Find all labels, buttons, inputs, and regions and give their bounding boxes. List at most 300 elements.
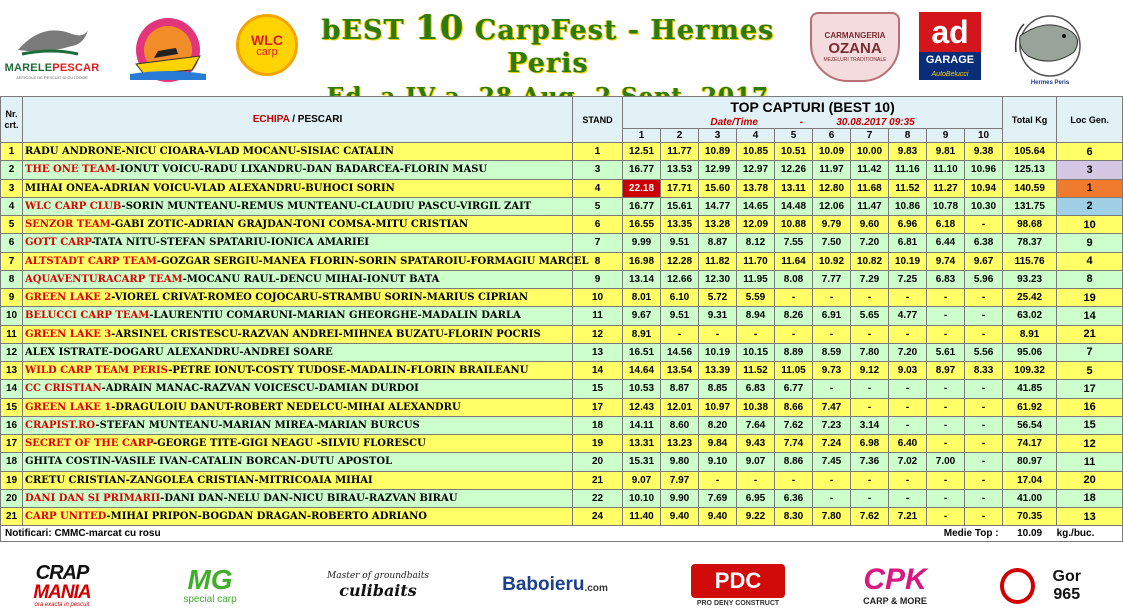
capture-value: 7.02 [889,453,927,471]
capture-value: 9.99 [623,234,661,252]
capture-value: 6.98 [851,435,889,453]
capture-value: 10.86 [889,197,927,215]
general-place: 9 [1057,234,1123,252]
team-name: ALTSTADT CARP TEAM [25,255,157,267]
capture-value: 7.23 [813,416,851,434]
capture-value: - [775,325,813,343]
general-place: 3 [1057,161,1123,179]
capture-value: 10.78 [927,197,965,215]
total-kg: 93.23 [1003,270,1057,288]
capture-value: 10.19 [699,343,737,361]
stand-cell: 17 [573,398,623,416]
capture-value: - [927,471,965,489]
capture-value: - [661,325,699,343]
capture-value: - [851,471,889,489]
capture-value: 8.94 [737,307,775,325]
capture-value: 4.77 [889,307,927,325]
team-cell [23,508,573,526]
team-cell [23,234,573,252]
capture-value: 9.31 [699,307,737,325]
capture-value: 6.83 [737,380,775,398]
table-row [1,343,1123,361]
capture-value: 6.18 [927,216,965,234]
marele-text: MARELE [4,62,53,74]
team-members: -DANI DAN-NELU DAN-NICU BIRAU-RAZVAN BIRAU [160,492,458,504]
team-members: -PETRE IONUT-COSTY TUDOSE-MADALIN-FLORIN BRAILEANU [168,365,529,377]
capture-value: 11.82 [699,252,737,270]
capture-value: 9.73 [813,362,851,380]
capture-value: 7.62 [851,508,889,526]
datetime-sep: - [799,116,803,128]
general-place: 10 [1057,216,1123,234]
bait-boat-logo [126,14,210,86]
pescari-label: / PESCARI [289,114,343,125]
cpk-logo [846,560,944,610]
capture-value: 17.71 [661,179,699,197]
table-row [1,508,1123,526]
capture-value: 8.66 [775,398,813,416]
team-members: -MOCANU RAUL-DENCU MIHAI-IONUT BATA [182,273,440,285]
general-place: 1 [1057,179,1123,197]
table-row [1,398,1123,416]
gor-logo [1000,566,1096,606]
bait-boat-icon [126,14,210,86]
stand-cell: 8 [573,252,623,270]
capture-value: 12.97 [737,161,775,179]
capture-value: 12.30 [699,270,737,288]
capture-value: 16.98 [623,252,661,270]
capture-value: - [927,416,965,434]
col-loc-header: Loc Gen. [1057,97,1123,143]
team-cell [23,489,573,507]
capture-value: 9.51 [661,234,699,252]
medie-value: 10.09 [1003,526,1057,542]
capture-value: 13.11 [775,179,813,197]
ozana-badge [810,12,900,82]
wlc-carp-logo [236,14,298,76]
total-kg: 25.42 [1003,289,1057,307]
row-number: 18 [1,453,23,471]
capture-value: 22.18 [623,179,661,197]
table-row [1,270,1123,288]
capture-value: 10.30 [965,197,1003,215]
team-members: -GEORGE TITE-GIGI NEAGU -SILVIU FLORESCU [152,438,426,450]
sponsors-bar [0,558,1100,612]
mg-text: MG [187,563,233,595]
table-row [1,471,1123,489]
autobelucci-text: AutoBelucci [919,68,981,80]
general-place: 16 [1057,398,1123,416]
capture-value: - [889,380,927,398]
row-number: 13 [1,362,23,380]
capture-value: 13.78 [737,179,775,197]
capture-value: - [851,398,889,416]
capture-value: - [813,325,851,343]
team-members: -IONUT VOICU-RADU LIXANDRU-DAN BADARCEA-FLORIN MASU [115,164,488,176]
capture-value: 7.55 [775,234,813,252]
team-name: WILD CARP TEAM PERIS [25,365,169,377]
capture-value: 6.96 [889,216,927,234]
capture-value: 13.28 [699,216,737,234]
capture-value: - [889,325,927,343]
capture-value: - [965,471,1003,489]
general-place: 2 [1057,197,1123,215]
capture-value: 8.08 [775,270,813,288]
capture-value: 10.89 [699,143,737,161]
pescar-text: PESCAR [52,62,100,74]
ozana-line1: CARMANGERIA [824,31,886,40]
capture-value: 15.31 [623,453,661,471]
capture-value: 12.01 [661,398,699,416]
capture-value: 9.07 [623,471,661,489]
capture-value: 13.39 [699,362,737,380]
row-number: 2 [1,161,23,179]
stand-cell: 22 [573,489,623,507]
capture-value: 12.66 [661,270,699,288]
capture-value: 9.60 [851,216,889,234]
title-number: 10 [415,8,465,48]
mania-text: MANIA [33,581,91,603]
capture-value: 9.90 [661,489,699,507]
capture-value: 7.50 [813,234,851,252]
capture-value: - [813,380,851,398]
medie-unit: kg./buc. [1057,526,1123,542]
team-name: CARP UNITED [25,511,107,523]
table-row [1,289,1123,307]
hermes-peris-logo [1004,6,1096,92]
capture-value: 7.97 [661,471,699,489]
row-number: 10 [1,307,23,325]
capture-value: 7.20 [851,234,889,252]
capture-value: 11.47 [851,197,889,215]
team-cell [23,161,573,179]
total-kg: 115.76 [1003,252,1057,270]
capture-value: - [889,398,927,416]
capture-value: - [965,289,1003,307]
team-members: GHITA COSTIN-VASILE IVAN-CATALIN BORCAN-DUTU APOSTOL [25,456,393,468]
total-kg: 109.32 [1003,362,1057,380]
total-kg: 8.91 [1003,325,1057,343]
crap-mania-logo [8,562,116,608]
team-name: AQUAVENTURACARP TEAM [25,273,183,285]
baboieru-text: Baboieru [502,574,585,595]
capture-value: 13.14 [623,270,661,288]
pdc-logo [684,560,792,610]
capture-value: 14.77 [699,197,737,215]
marele-tagline: ARTICOLE DE PESCUIT SI OUTDOOR [16,75,88,80]
capture-value: 8.89 [775,343,813,361]
capture-value: - [927,489,965,507]
capture-value: 8.59 [813,343,851,361]
capture-value: 14.64 [623,362,661,380]
row-number: 3 [1,179,23,197]
capture-value: 9.10 [699,453,737,471]
general-place: 18 [1057,489,1123,507]
capture-value: 7.25 [889,270,927,288]
team-members: CRETU CRISTIAN-ZANGOLEA CRISTIAN-MITRICOAIA MIHAI [25,474,373,486]
capture-value: 8.87 [661,380,699,398]
capture-value: 11.64 [775,252,813,270]
capture-value: 10.00 [851,143,889,161]
capture-value: - [927,435,965,453]
baboieru-domain: .com [584,582,608,594]
team-cell [23,143,573,161]
capture-value: 9.12 [851,362,889,380]
capture-value: 16.77 [623,197,661,215]
top-capturi-header: TOP CAPTURI (BEST 10) [623,97,1003,117]
capture-value: - [889,289,927,307]
capture-value: 9.79 [813,216,851,234]
capture-value: 7.69 [699,489,737,507]
capture-value: 10.51 [775,143,813,161]
capture-value: 10.15 [737,343,775,361]
team-name: DANI DAN SI PRIMARII [25,492,161,504]
capture-value: 11.77 [661,143,699,161]
table-row [1,380,1123,398]
capture-value: 8.26 [775,307,813,325]
row-number: 5 [1,216,23,234]
general-place: 5 [1057,362,1123,380]
total-kg: 98.68 [1003,216,1057,234]
general-place: 13 [1057,508,1123,526]
team-name: CRAPIST.RO [25,419,96,431]
capture-value: 6.95 [737,489,775,507]
table-row [1,179,1123,197]
capture-value: - [965,307,1003,325]
capture-value: 11.68 [851,179,889,197]
capture-col-header: 5 [775,129,813,143]
team-name: GREEN LAKE 3 [25,328,112,340]
capture-value: 7.64 [737,416,775,434]
row-number: 8 [1,270,23,288]
capture-value: 7.47 [813,398,851,416]
row-number: 7 [1,252,23,270]
team-cell [23,270,573,288]
capture-value: - [965,325,1003,343]
capture-value: 6.10 [661,289,699,307]
total-kg: 95.06 [1003,343,1057,361]
cpk-text: CPK [863,563,927,596]
capture-col-header: 1 [623,129,661,143]
row-number: 6 [1,234,23,252]
team-cell [23,362,573,380]
capture-value: 10.19 [889,252,927,270]
general-place: 15 [1057,416,1123,434]
stand-cell: 20 [573,453,623,471]
capture-value: 11.95 [737,270,775,288]
capture-value: 10.10 [623,489,661,507]
team-cell [23,380,573,398]
capture-value: 16.77 [623,161,661,179]
general-place: 19 [1057,289,1123,307]
title-prefix: bEST [321,15,405,46]
capture-value: 9.83 [889,143,927,161]
team-name: WLC CARP CLUB [25,200,122,212]
capture-value: - [927,508,965,526]
total-kg: 56.54 [1003,416,1057,434]
capture-value: - [927,325,965,343]
total-kg: 78.37 [1003,234,1057,252]
stand-cell: 6 [573,216,623,234]
capture-value: 8.01 [623,289,661,307]
stand-cell: 19 [573,435,623,453]
capture-value: 9.74 [927,252,965,270]
results-table-container [0,96,1109,542]
team-cell [23,216,573,234]
team-members: -STEFAN MUNTEANU-MARIAN MIREA-MARIAN BURCUS [95,419,420,431]
capture-value: 9.40 [699,508,737,526]
capture-value: 12.28 [661,252,699,270]
stand-cell: 11 [573,307,623,325]
carp-fish-icon [1012,12,1088,78]
team-cell [23,179,573,197]
capture-value: 7.29 [851,270,889,288]
ad-garage-logo [918,10,982,82]
team-cell [23,197,573,215]
team-members: MIHAI ONEA-ADRIAN VOICU-VLAD ALEXANDRU-BUHOCI SORIN [25,182,395,194]
capture-value: - [965,435,1003,453]
capture-value: 14.11 [623,416,661,434]
capture-value: 9.03 [889,362,927,380]
capture-value: 6.40 [889,435,927,453]
capture-value: 10.92 [813,252,851,270]
capture-value: - [851,380,889,398]
ozana-line2: OZANA [828,40,882,57]
capture-value: 11.10 [927,161,965,179]
capture-value: 7.20 [889,343,927,361]
table-row [1,325,1123,343]
capture-value: - [813,471,851,489]
stand-cell: 13 [573,343,623,361]
capture-value: 6.77 [775,380,813,398]
capture-value: 7.00 [927,453,965,471]
team-name: BELUCCI CARP TEAM [25,310,150,322]
row-number: 12 [1,343,23,361]
medie-label: Medie Top : [813,526,1003,542]
capture-value: - [889,471,927,489]
capture-value: 13.35 [661,216,699,234]
team-name: SENZOR TEAM [25,219,111,231]
total-kg: 140.59 [1003,179,1057,197]
wlc-carp-text: carp [256,45,278,58]
capture-value: 10.38 [737,398,775,416]
mg-subtext: special carp [183,593,237,605]
team-name: THE ONE TEAM [25,164,116,176]
capture-value: - [851,325,889,343]
capture-value: - [737,471,775,489]
capture-value: 3.14 [851,416,889,434]
footnote-row [1,526,1123,542]
general-place: 20 [1057,471,1123,489]
capture-value: 6.44 [927,234,965,252]
capture-value: 8.30 [775,508,813,526]
team-cell [23,398,573,416]
capture-value: - [699,471,737,489]
ad-text: ad [919,12,981,52]
ozana-line3: MEZELURI TRADITIONALE [823,57,887,63]
general-place: 4 [1057,252,1123,270]
capture-value: 7.80 [851,343,889,361]
capture-value: 5.72 [699,289,737,307]
table-row [1,362,1123,380]
capture-value: 12.99 [699,161,737,179]
capture-value: 5.96 [965,270,1003,288]
capture-value: 7.77 [813,270,851,288]
capture-value: 8.60 [661,416,699,434]
team-cell [23,289,573,307]
capture-value: - [775,471,813,489]
capture-value: 11.40 [623,508,661,526]
capture-value: 13.31 [623,435,661,453]
capture-value: - [927,307,965,325]
stand-cell: 21 [573,471,623,489]
capture-value: 7.80 [813,508,851,526]
capture-col-header: 4 [737,129,775,143]
capture-value: 9.40 [661,508,699,526]
total-kg: 61.92 [1003,398,1057,416]
team-cell [23,453,573,471]
row-number: 16 [1,416,23,434]
table-row [1,416,1123,434]
capture-value: 11.42 [851,161,889,179]
capture-value: 15.60 [699,179,737,197]
datetime-value: 30.08.2017 09:35 [836,116,915,128]
total-kg: 105.64 [1003,143,1057,161]
row-number: 4 [1,197,23,215]
table-header [1,97,1123,143]
stand-cell: 1 [573,143,623,161]
capture-value: 7.62 [775,416,813,434]
fish-icon [12,20,92,62]
row-number: 9 [1,289,23,307]
row-number: 20 [1,489,23,507]
capture-value: 6.91 [813,307,851,325]
echipa-label: ECHIPA [252,114,290,125]
capture-value: 14.48 [775,197,813,215]
team-members: -GABI ZOTIC-ADRIAN GRAJDAN-TONI COMSA-MITU CRISTIAN [110,219,469,231]
capture-value: 9.38 [965,143,1003,161]
total-kg: 125.13 [1003,161,1057,179]
row-number: 14 [1,380,23,398]
capture-value: 8.33 [965,362,1003,380]
team-members: RADU ANDRONE-NICU CIOARA-VLAD MOCANU-SISIAC CATALIN [25,146,394,158]
team-members: -ARSINEL CRISTESCU-RAZVAN ANDREI-MIHNEA BUZATU-FLORIN POCRIS [111,328,541,340]
team-members: -ADRAIN MANAC-RAZVAN VOICESCU-DAMIAN DURDOI [101,383,419,395]
capture-value: - [851,289,889,307]
capture-value: - [927,380,965,398]
team-members: ALEX ISTRATE-DOGARU ALEXANDRU-ANDREI SOARE [25,346,333,358]
stand-cell: 4 [573,179,623,197]
team-cell [23,435,573,453]
team-members: -TATA NITU-STEFAN SPATARIU-IONICA AMARIEI [91,237,369,249]
capture-value: - [927,398,965,416]
table-row [1,197,1123,215]
event-title [316,8,780,79]
team-members: -MIHAI PRIPON-BOGDAN DRAGAN-ROBERTO ADRIANO [106,511,427,523]
capture-value: 9.67 [623,307,661,325]
team-cell [23,416,573,434]
capture-value: 8.86 [775,453,813,471]
capture-value: 7.36 [851,453,889,471]
table-row [1,435,1123,453]
capture-value: 9.22 [737,508,775,526]
capture-value: - [889,416,927,434]
capture-value: - [965,416,1003,434]
team-cell [23,252,589,270]
table-row [1,453,1123,471]
table-row [1,252,1123,270]
datetime-label: Date/Time [710,116,758,128]
